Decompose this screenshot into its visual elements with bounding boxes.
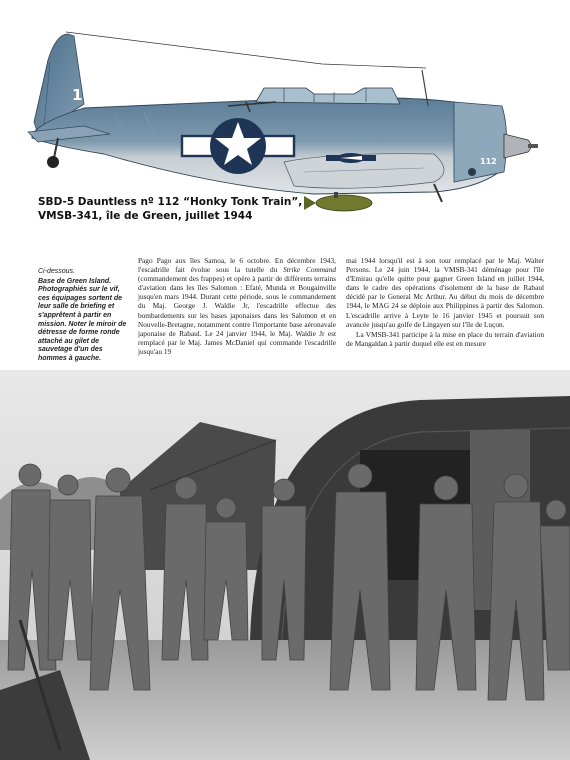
sidenote-lead: Ci-dessous. — [38, 268, 75, 275]
caption-line-2: VMSB-341, île de Green, juillet 1944 — [38, 210, 253, 222]
sidenote-body: Base de Green Island. Photographiés sur le vif, ces équipages sortent de leur salle de briefing et s'apprêtent à partir en mission. Noter le miroir de détresse de forme ronde attaché au gilet de sauvetage d'un des hommes à gauche. — [38, 277, 127, 362]
illustration-caption — [38, 195, 338, 223]
col2-paragraph-1: mai 1944 lorsqu'il est à son tour remplacé par le Maj. Walter Persons. Le 24 juin 1944, la VMSB-341 déménage pour l'île d'Emirau qu'elle quitte pour gagner Green Island en juillet 1944, dans le cadre des opérations d'isolement de la base de Rabaul décidé par le General Mc Arthur. Au début du mois de décembre 1944, le MAG 24 se déploie aux Philippines à partir des Salomon. L'escadrille arrive à Leyte le 16 janvier 1945 et poursuit son avancée jusqu'au golfe de Lingayen sur l'île de Luçon. — [346, 256, 544, 329]
photo-sidenote — [38, 268, 130, 364]
caption-line-1: SBD-5 Dauntless nº 112 “Honky Tonk Train”, — [38, 196, 303, 208]
canopy — [256, 88, 400, 104]
engine-cowling — [454, 102, 507, 182]
crew-photograph — [0, 370, 570, 760]
propeller-spinner — [504, 134, 531, 158]
col1-paragraph: Pago Pago aux îles Samoa, le 6 octobre. En décembre 1943, l'escadrille fait évolue sous la tutelle du Strike Command (commandement des frappes) et opère à partir de différents terrains d'aviation dans les îles Salomon : Efaté, Munda et Bougainville jusqu'en mars 1944. Durant cette période, sous le commandement du Maj. George J. Waldie Jr, l'escadrille effectue des bombardements sur les bases japonaises dans les Salomon et en Nouvelle-Bretagne, notamment contre l'importante base aéronavale japonaise de Rabaul. Le 24 janvier 1944, le Maj. Waldie Jr est remplacé par le Maj. James McDaniel qui commande l'escadrille jusqu'au 19 — [138, 256, 336, 356]
aircraft-profile-illustration — [14, 22, 554, 222]
cowl-number: 112 — [480, 157, 497, 166]
col2-paragraph-2: La VMSB-341 participe à la mise en place du terrain d'aviation de Mangaldan à partir duquel elle est en mesure — [346, 329, 544, 348]
tail-wheel — [47, 156, 59, 168]
article-column-1 — [138, 256, 336, 356]
tail-number: 112 — [72, 86, 104, 104]
article-column-2 — [346, 256, 544, 348]
antenna-wire — [66, 32, 426, 68]
